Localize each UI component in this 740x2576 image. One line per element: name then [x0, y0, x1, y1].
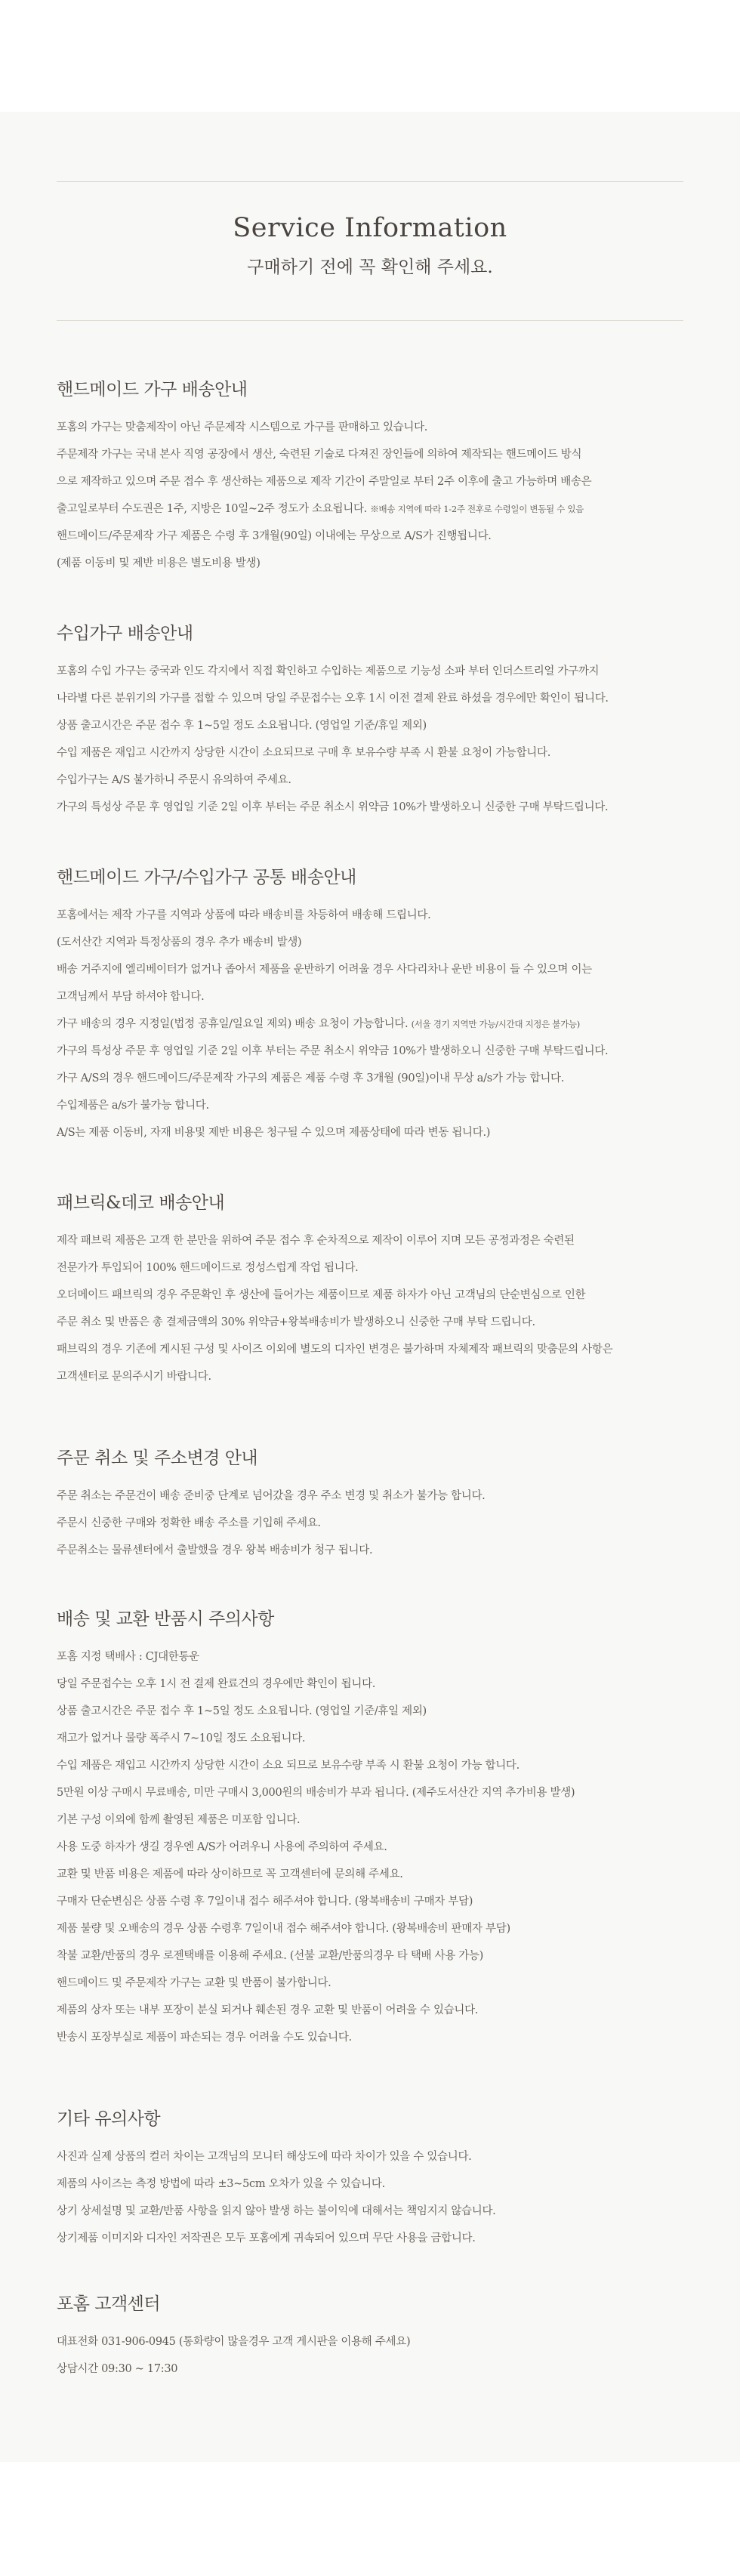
section-line: 수입가구는 A/S 불가하니 주문시 유의하여 주세요. — [57, 774, 291, 786]
section-order-cancel — [57, 1444, 691, 1564]
section-line: 상기제품 이미지와 디자인 저작권은 모두 포홈에게 귀속되어 있으며 무단 사용을 금합니다. — [57, 2232, 476, 2244]
section-line: 배송 거주지에 엘리베이터가 없거나 좁아서 제품을 운반하기 어려울 경우 사다리차나 운반 비용이 들 수 있으며 이는 — [57, 964, 592, 976]
section-other-notes — [57, 2105, 691, 2252]
section-line: 주문제작 가구는 국내 본사 직영 공장에서 생산, 숙련된 기술로 다져진 장인들에 의하여 제작되는 핸드메이드 방식 — [57, 449, 582, 461]
section-line: 으로 제작하고 있으며 주문 접수 후 생산하는 제품으로 제작 기간이 주말일로 부터 2주 이후에 출고 가능하며 배송은 — [57, 476, 592, 488]
top-divider — [57, 181, 683, 182]
section-line: 가구 A/S의 경우 핸드메이드/주문제작 가구의 제품은 제품 수령 후 3개월 (90일)이내 무상 a/s가 가능 합니다. — [57, 1072, 565, 1084]
section-line: 핸드메이드 및 주문제작 가구는 교환 및 반품이 불가합니다. — [57, 1977, 331, 1989]
section-exchange-return — [57, 1605, 691, 2051]
section-title: 수입가구 배송안내 — [57, 624, 193, 643]
section-line: 포홈에서는 제작 가구를 지역과 상품에 따라 배송비를 차등하여 배송해 드립니다. — [57, 909, 431, 921]
section-note: ※배송 지역에 따라 1-2주 전후로 수령일이 변동될 수 있음 — [370, 504, 584, 514]
section-title: 패브릭&데코 배송안내 — [57, 1193, 225, 1213]
section-line: 패브릭의 경우 기존에 게시된 구성 및 사이즈 이외에 별도의 디자인 변경은 불가하며 자체제작 패브릭의 맞춤문의 사항은 — [57, 1344, 613, 1356]
section-line: 교환 및 반품 비용은 제품에 따라 상이하므로 꼭 고객센터에 문의해 주세요. — [57, 1868, 403, 1880]
section-line: 전문가가 투입되어 100% 핸드메이드로 정성스럽게 작업 됩니다. — [57, 1262, 359, 1274]
section-line: 핸드메이드/주문제작 가구 제품은 수령 후 3개월(90일) 이내에는 무상으로 A/S가 진행됩니다. — [57, 530, 492, 542]
section-line: 제품 불량 및 오배송의 경우 상품 수령후 7일이내 접수 해주셔야 합니다. (왕복배송비 판매자 부담) — [57, 1923, 510, 1935]
section-line: 가구의 특성상 주문 후 영업일 기준 2일 이후 부터는 주문 취소시 위약금 10%가 발생하오니 신중한 구매 부탁드립니다. — [57, 801, 609, 813]
section-line: 고객센터로 문의주시기 바랍니다. — [57, 1371, 211, 1383]
section-line — [57, 495, 691, 523]
section-line: 오더메이드 패브릭의 경우 주문확인 후 생산에 들어가는 제품이므로 제품 하자가 아닌 고객님의 단순변심으로 인한 — [57, 1289, 586, 1301]
section-title: 기타 유의사항 — [57, 2109, 161, 2129]
bottom-divider — [57, 320, 683, 321]
customer-hours: 상담시간 09:30 ~ 17:30 — [57, 2363, 178, 2375]
bottom-blank — [0, 2462, 740, 2576]
section-line: 포홈 지정 택배사 : CJ대한통운 — [57, 1651, 199, 1663]
section-line: 제작 패브릭 제품은 고객 한 분만을 위하여 주문 접수 후 순차적으로 제작이 이루어 지며 모든 공정과정은 숙련된 — [57, 1235, 575, 1247]
section-line: 사진과 실제 상품의 컬러 차이는 고객님의 모니터 해상도에 따라 차이가 있을 수 있습니다. — [57, 2151, 472, 2163]
section-line: 반송시 포장부실로 제품이 파손되는 경우 어려울 수도 있습니다. — [57, 2031, 352, 2044]
section-line: 당일 주문접수는 오후 1시 전 결제 완료건의 경우에만 확인이 됩니다. — [57, 1678, 376, 1690]
section-line: 상기 상세설명 및 교환/반품 사항을 읽지 않아 발생 하는 불이익에 대해서는 책임지지 않습니다. — [57, 2205, 496, 2217]
section-line: 수입제품은 a/s가 불가능 합니다. — [57, 1100, 209, 1112]
section-line-text: 출고일로부터 수도권은 1주, 지방은 10일~2주 정도가 소요됩니다. — [57, 503, 367, 515]
section-title: 포홈 고객센터 — [57, 2294, 161, 2314]
page-title: Service Information — [233, 213, 507, 243]
section-line: 상품 출고시간은 주문 접수 후 1~5일 정도 소요됩니다. (영업일 기준/휴일 제외) — [57, 1705, 427, 1717]
top-blank — [0, 0, 740, 112]
section-line: A/S는 제품 이동비, 자재 비용및 제반 비용은 청구될 수 있으며 제품상태에 따라 변동 됩니다.) — [57, 1127, 491, 1139]
section-line: 제품의 상자 또는 내부 포장이 분실 되거나 훼손된 경우 교환 및 반품이 어려울 수 있습니다. — [57, 2004, 479, 2016]
section-line: 수입 제품은 재입고 시간까지 상당한 시간이 소요 되므로 보유수량 부족 시 환불 요청이 가능 합니다. — [57, 1760, 520, 1772]
section-line: 상품 출고시간은 주문 접수 후 1~5일 정도 소요됩니다. (영업일 기준/휴일 제외) — [57, 720, 427, 732]
section-customer-center — [57, 2290, 691, 2383]
customer-phone: 대표전화 031-906-0945 (통화량이 많을경우 고객 게시판을 이용해 주세요) — [57, 2336, 411, 2348]
section-handmade-delivery — [57, 375, 691, 577]
section-title: 주문 취소 및 주소변경 안내 — [57, 1448, 258, 1468]
section-line: 사용 도중 하자가 생길 경우엔 A/S가 어려우니 사용에 주의하여 주세요. — [57, 1841, 387, 1853]
section-line: (제품 이동비 및 제반 비용은 별도비용 발생) — [57, 557, 261, 569]
section-line: 주문취소는 물류센터에서 출발했을 경우 왕복 배송비가 청구 됩니다. — [57, 1544, 373, 1556]
section-note: (서울 경기 지역만 가능/시간대 지정은 불가능) — [411, 1019, 580, 1029]
section-line: 나라별 다른 분위기의 가구를 접할 수 있으며 당일 주문접수는 오후 1시 이전 결제 완료 하셨을 경우에만 확인이 됩니다. — [57, 693, 609, 705]
section-line: 주문 취소는 주문건이 배송 준비중 단계로 넘어갔을 경우 주소 변경 및 취소가 불가능 합니다. — [57, 1490, 486, 1502]
section-line: 주문시 신중한 구매와 정확한 배송 주소를 기입해 주세요. — [57, 1517, 321, 1529]
page-subtitle: 구매하기 전에 꼭 확인해 주세요. — [247, 258, 493, 277]
section-title: 핸드메이드 가구 배송안내 — [57, 380, 248, 400]
section-line: 주문 취소 및 반품은 총 결제금액의 30% 위약금+왕복배송비가 발생하오니 신중한 구매 부탁 드립니다. — [57, 1316, 535, 1328]
section-import-delivery — [57, 619, 691, 821]
section-line: 기본 구성 이외에 함께 촬영된 제품은 미포함 입니다. — [57, 1814, 301, 1826]
section-title: 핸드메이드 가구/수입가구 공통 배송안내 — [57, 868, 356, 887]
section-line: 구매자 단순변심은 상품 수령 후 7일이내 접수 해주셔야 합니다. (왕복배송비 구매자 부담) — [57, 1896, 473, 1908]
section-line: 착불 교환/반품의 경우 로젠택배를 이용해 주세요. (선불 교환/반품의경우 타 택배 사용 가능) — [57, 1950, 484, 1962]
section-title: 배송 및 교환 반품시 주의사항 — [57, 1609, 274, 1629]
section-fabric-deco-delivery — [57, 1189, 691, 1390]
section-line — [57, 1010, 691, 1038]
section-line: 포홈의 가구는 맞춤제작이 아닌 주문제작 시스템으로 가구를 판매하고 있습니다. — [57, 421, 428, 433]
section-line: 수입 제품은 재입고 시간까지 상당한 시간이 소요되므로 구매 후 보유수량 부족 시 환불 요청이 가능합니다. — [57, 747, 551, 759]
section-line: 포홈의 수입 가구는 중국과 인도 각지에서 직접 확인하고 수입하는 제품으로 기능성 소파 부터 인더스트리얼 가구까지 — [57, 665, 600, 677]
section-line: 제품의 사이즈는 측정 방법에 따라 ±3~5cm 오차가 있을 수 있습니다. — [57, 2178, 385, 2190]
section-line: 고객님께서 부담 하셔야 합니다. — [57, 991, 205, 1003]
section-line: 재고가 없거나 물량 폭주시 7~10일 정도 소요됩니다. — [57, 1732, 306, 1745]
section-common-delivery — [57, 863, 691, 1146]
section-line-text: 가구 배송의 경우 지정일(법정 공휴일/일요일 제외) 배송 요청이 가능합니다. — [57, 1018, 409, 1030]
section-line: (도서산간 지역과 특정상품의 경우 추가 배송비 발생) — [57, 936, 302, 949]
section-line: 5만원 이상 구매시 무료배송, 미만 구매시 3,000원의 배송비가 부과 됩니다. (제주도서산간 지역 추가비용 발생) — [57, 1787, 575, 1799]
section-line: 가구의 특성상 주문 후 영업일 기준 2일 이후 부터는 주문 취소시 위약금 10%가 발생하오니 신중한 구매 부탁드립니다. — [57, 1045, 609, 1057]
